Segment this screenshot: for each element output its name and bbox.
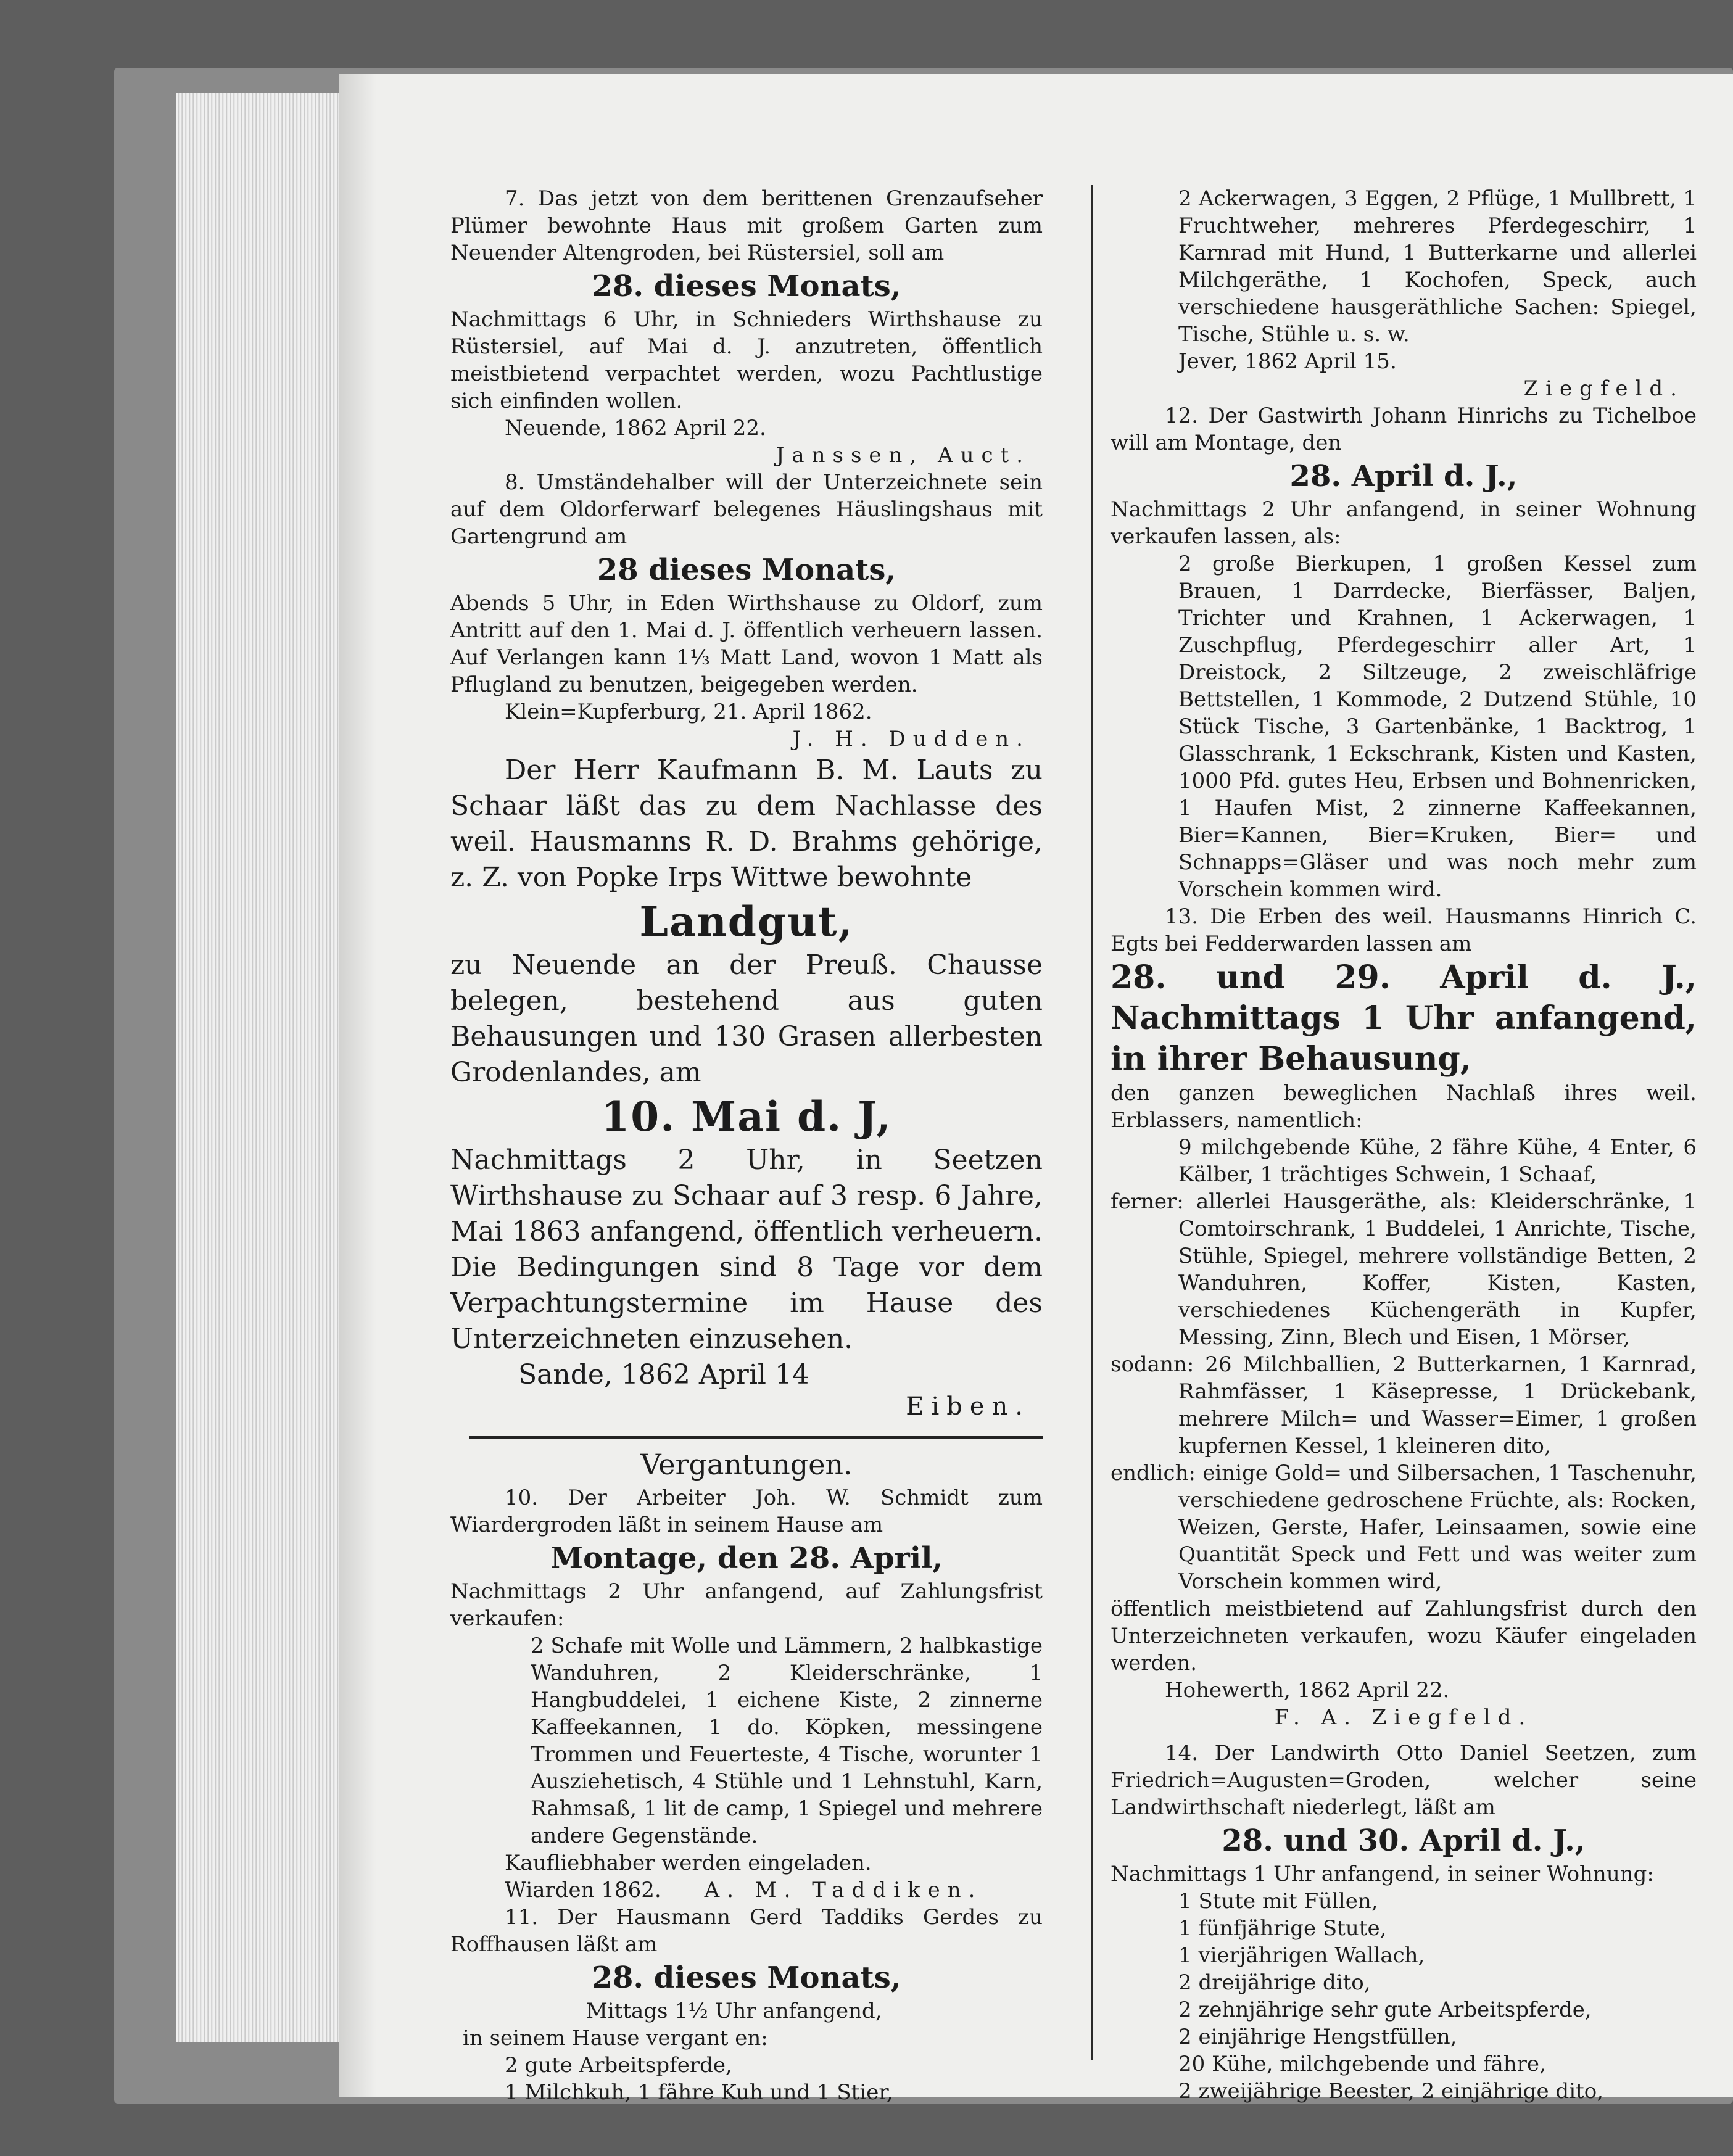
notice-11-continued — [1111, 185, 1697, 402]
column-divider — [1091, 185, 1093, 2060]
notice-11-item-2: 1 Milchkuh, 1 fähre Kuh und 1 Stier, — [505, 2080, 893, 2105]
right-column — [1111, 185, 1697, 2105]
landgut-text: Der Herr Kaufmann B. M. Lauts zu Schaar läßt das zu dem Nachlasse des weil. Hausmanns R. D. Brahms gehörige, z. Z. von Popke Irps Wittwe bewohnte — [450, 754, 1043, 893]
notice-13-body: den ganzen beweglichen Nachlaß ihres weil. Erblassers, namentlich: — [1111, 1081, 1697, 1133]
ferner-label: ferner: — [1111, 1189, 1184, 1214]
notice-7-place: Neuende, 1862 April 22. — [505, 416, 766, 440]
notice-13-animals: 9 milchgebende Kühe, 2 fähre Kühe, 4 Enter, 6 Kälber, 1 trächtiges Schwein, 1 Schaaf, — [1178, 1135, 1697, 1187]
page-edges — [176, 93, 341, 2042]
notice-13-text: 13. Die Erben des weil. Hausmanns Hinrich C. Egts bei Fedderwarden lassen am — [1111, 904, 1697, 956]
notice-11-body: in seinem Hause vergant en: — [463, 2026, 768, 2051]
landgut-body-2: Nachmittags 2 Uhr, in Seetzen Wirthshause zu Schaar auf 3 resp. 6 Jahre, Mai 1863 anfangend, öffentlich verheuern. Die Bedingungen sind 8 Tage vor dem Verpachtungstermine im Hause des Unterzeichneten einzusehen. — [450, 1144, 1043, 1355]
notice-14-date: 28. und 30. April d. J., — [1222, 1824, 1586, 1858]
notice-12-date: 28. April d. J., — [1289, 459, 1518, 494]
notice-14-item-4: 2 dreijährige dito, — [1178, 1970, 1371, 1995]
notice-14-body: Nachmittags 1 Uhr anfangend, in seiner Wohnung: — [1111, 1862, 1654, 1886]
notice-11-date: 28. dieses Monats, — [592, 1960, 901, 1995]
notice-8-signature: J. H. Dudden. — [792, 727, 1030, 751]
notice-13-endlich — [1111, 1460, 1697, 1595]
notice-12 — [1111, 402, 1697, 903]
landgut-date: 10. Mai d. J, — [601, 1092, 892, 1141]
notice-10-footer — [450, 1877, 1043, 1904]
notice-10-place: Wiarden 1862. — [505, 1878, 661, 1902]
notice-7-signature: Janssen, Auct. — [776, 443, 1030, 468]
notice-14 — [1111, 1740, 1697, 2105]
notice-8-text: 8. Umständehalber will der Unterzeichnete sein auf dem Oldorferwarf belegenes Häuslingshaus mit Gartengrund am — [450, 470, 1043, 549]
notice-10-items: 2 Schafe mit Wolle und Lämmern, 2 halbkastige Wanduhren, 2 Kleiderschränke, 1 Hangbuddelei, 1 eichene Kiste, 2 zinnerne Kaffeekannen, 1 do. Köpken, messingene Trommen und Feuerteste, 4 Tische, worunter 1 Ausziehetisch, 4 Stühle und 1 Lehnstuhl, Karn, Rahmsaß, 1 lit de camp, 1 Spiegel und mehrere andere Gegenstände. — [531, 1634, 1043, 1848]
sodann-label: sodann: — [1111, 1352, 1194, 1377]
notice-14-item-2: 1 fünfjährige Stute, — [1178, 1916, 1387, 1941]
notice-10-buyers: Kaufliebhaber werden eingeladen. — [505, 1851, 872, 1875]
notice-10-text: 10. Der Arbeiter Joh. W. Schmidt zum Wiardergroden läßt in seinem Hause am — [450, 1485, 1043, 1537]
sodann-items: 26 Milchballien, 2 Butterkarnen, 1 Karnrad, Rahmfässer, 1 Käsepresse, 1 Drückebank, mehrere Milch= und Wasser=Eimer, 1 großen kupfernen Kessel, 1 kleineren dito, — [1178, 1352, 1697, 1458]
ferner-items: allerlei Hausgeräthe, als: Kleiderschränke, 1 Comtoirschrank, 1 Buddelei, 1 Anrichte, Tische, Stühle, Spiegel, mehrere vollständige Betten, 2 Wanduhren, Koffer, Kisten, Kasten, verschiedenes Küchengeräth in Kupfer, Messing, Zinn, Blech und Eisen, 1 Mörser, — [1178, 1189, 1697, 1350]
notice-11-more-items: 2 Ackerwagen, 3 Eggen, 2 Pflüge, 1 Mullbrett, 1 Fruchtweher, mehreres Pferdegeschirr, 1 Karnrad mit Hund, 1 Butterkarne und allerlei Milchgeräthe, 1 Kochofen, Speck, auch verschiedene hausgeräthliche Sachen: Spiegel, Tische, Stühle u. s. w. — [1178, 186, 1697, 347]
notice-14-item-6: 2 einjährige Hengstfüllen, — [1178, 2025, 1457, 2049]
notice-14-item-3: 1 vierjährigen Wallach, — [1178, 1943, 1425, 1968]
landgut-place: Sande, 1862 April 14 — [518, 1359, 809, 1390]
notice-13-signature: F. A. Ziegfeld. — [1274, 1705, 1533, 1730]
gutter-shadow — [339, 74, 376, 2097]
notice-13-sodann — [1111, 1351, 1697, 1460]
notice-10-body: Nachmittags 2 Uhr anfangend, auf Zahlungsfrist verkaufen: — [450, 1579, 1043, 1631]
landgut-title: Landgut, — [639, 898, 854, 946]
section-rule — [469, 1436, 1043, 1439]
notice-11-place: Jever, 1862 April 15. — [1178, 349, 1397, 374]
notice-14-item-1: 1 Stute mit Füllen, — [1178, 1889, 1378, 1914]
notice-10-date: Montage, den 28. April, — [550, 1541, 943, 1576]
notice-14-item-7: 20 Kühe, milchgebende und fähre, — [1178, 2052, 1546, 2076]
notice-8-place: Klein=Kupferburg, 21. April 1862. — [505, 700, 872, 724]
notice-14-item-5: 2 zehnjährige sehr gute Arbeitspferde, — [1178, 1997, 1592, 2022]
endlich-label: endlich: — [1111, 1461, 1196, 1485]
notice-13-date: 28. und 29. April d. J., Nachmittags 1 Uhr anfangend, in ihrer Behausung, — [1111, 959, 1697, 1078]
notice-14-item-8: 2 zweijährige Beester, 2 einjährige dito, — [1178, 2079, 1604, 2104]
notice-11-item-1: 2 gute Arbeitspferde, — [505, 2053, 732, 2078]
notice-7-text: 7. Das jetzt von dem berittenen Grenzaufseher Plümer bewohnte Haus mit großem Garten zum Neuender Altengroden, bei Rüstersiel, soll am — [450, 186, 1043, 265]
endlich-items: einige Gold= und Silbersachen, 1 Taschenuhr, verschiedene gedroschene Früchte, als: Rocken, Weizen, Gerste, Hafer, Leinsaamen, sowie eine Quantität Speck und Fett und was weiter zum Vorschein kommen wird, — [1178, 1461, 1697, 1594]
landgut-body: zu Neuende an der Preuß. Chausse belegen, bestehend aus guten Behausungen und 130 Grasen allerbesten Grodenlandes, am — [450, 949, 1043, 1088]
notice-7-date: 28. dieses Monats, — [592, 269, 901, 304]
notice-12-items: 2 große Bierkupen, 1 großen Kessel zum Brauen, 1 Darrdecke, Bierfässer, Baljen, Trichter und Krahnen, 1 Ackerwagen, 1 Zuschpflug, Pferdegeschirr aller Art, 1 Dreistock, 2 Siltzeuge, 2 zweischläfrige Bettstellen, 1 Kommode, 2 Dutzend Stühle, 10 Stück Tische, 3 Gartenbänke, 1 Backtrog, 1 Glasschrank, 1 Eckschrank, Kisten und Kasten, 1000 Pfd. gutes Heu, Erbsen und Bohnenricken, 1 Haufen Mist, 2 zinnerne Kaffeekannen, Bier=Kannen, Bier=Kruken, Bier= und Schnapps=Gläser und was noch mehr zum Vorschein kommen wird. — [1178, 551, 1697, 902]
notice-11 — [450, 1904, 1043, 2106]
left-column — [450, 185, 1043, 2106]
notice-13-ferner — [1111, 1188, 1697, 1351]
notice-10-signature: A. M. Taddiken. — [704, 1878, 983, 1902]
notice-12-body: Nachmittags 2 Uhr anfangend, in seiner Wohnung verkaufen lassen, als: — [1111, 497, 1697, 549]
notice-13 — [1111, 903, 1697, 1731]
notice-landgut — [450, 753, 1043, 1420]
notice-14-text: 14. Der Landwirth Otto Daniel Seetzen, zum Friedrich=Augusten=Groden, welcher seine Landwirthschaft niederlegt, läßt am — [1111, 1741, 1697, 1820]
notice-7-body: Nachmittags 6 Uhr, in Schnieders Wirthshause zu Rüstersiel, auf Mai d. J. anzutreten, öffentlich meistbietend verpachtet werden, wozu Pachtlustige sich einfinden wollen. — [450, 307, 1043, 413]
notice-10 — [450, 1484, 1043, 1904]
section-title-vergantungen: Vergantungen. — [640, 1448, 853, 1481]
notice-8-body: Abends 5 Uhr, in Eden Wirthshause zu Oldorf, zum Antritt auf den 1. Mai d. J. öffentlich verheuern lassen. Auf Verlangen kann 1⅓ Matt Land, wovon 1 Matt als Pflugland zu benutzen, beigegeben werden. — [450, 591, 1043, 697]
notice-12-text: 12. Der Gastwirth Johann Hinrichs zu Tichelboe will am Montage, den — [1111, 403, 1697, 455]
notice-11-text: 11. Der Hausmann Gerd Taddiks Gerdes zu Roffhausen läßt am — [450, 1905, 1043, 1957]
notice-11-time: Mittags 1½ Uhr anfangend, — [586, 1999, 882, 2023]
notice-13-place: Hohewerth, 1862 April 22. — [1165, 1678, 1450, 1703]
notice-7 — [450, 185, 1043, 469]
notice-11-signature: Ziegfeld. — [1523, 376, 1684, 401]
landgut-signature: Eiben. — [906, 1392, 1030, 1421]
notice-8-date: 28 dieses Monats, — [597, 553, 896, 587]
notice-8 — [450, 469, 1043, 753]
notice-13-closing: öffentlich meistbietend auf Zahlungsfrist durch den Unterzeichneten verkaufen, wozu Käufer eingeladen werden. — [1111, 1596, 1697, 1675]
